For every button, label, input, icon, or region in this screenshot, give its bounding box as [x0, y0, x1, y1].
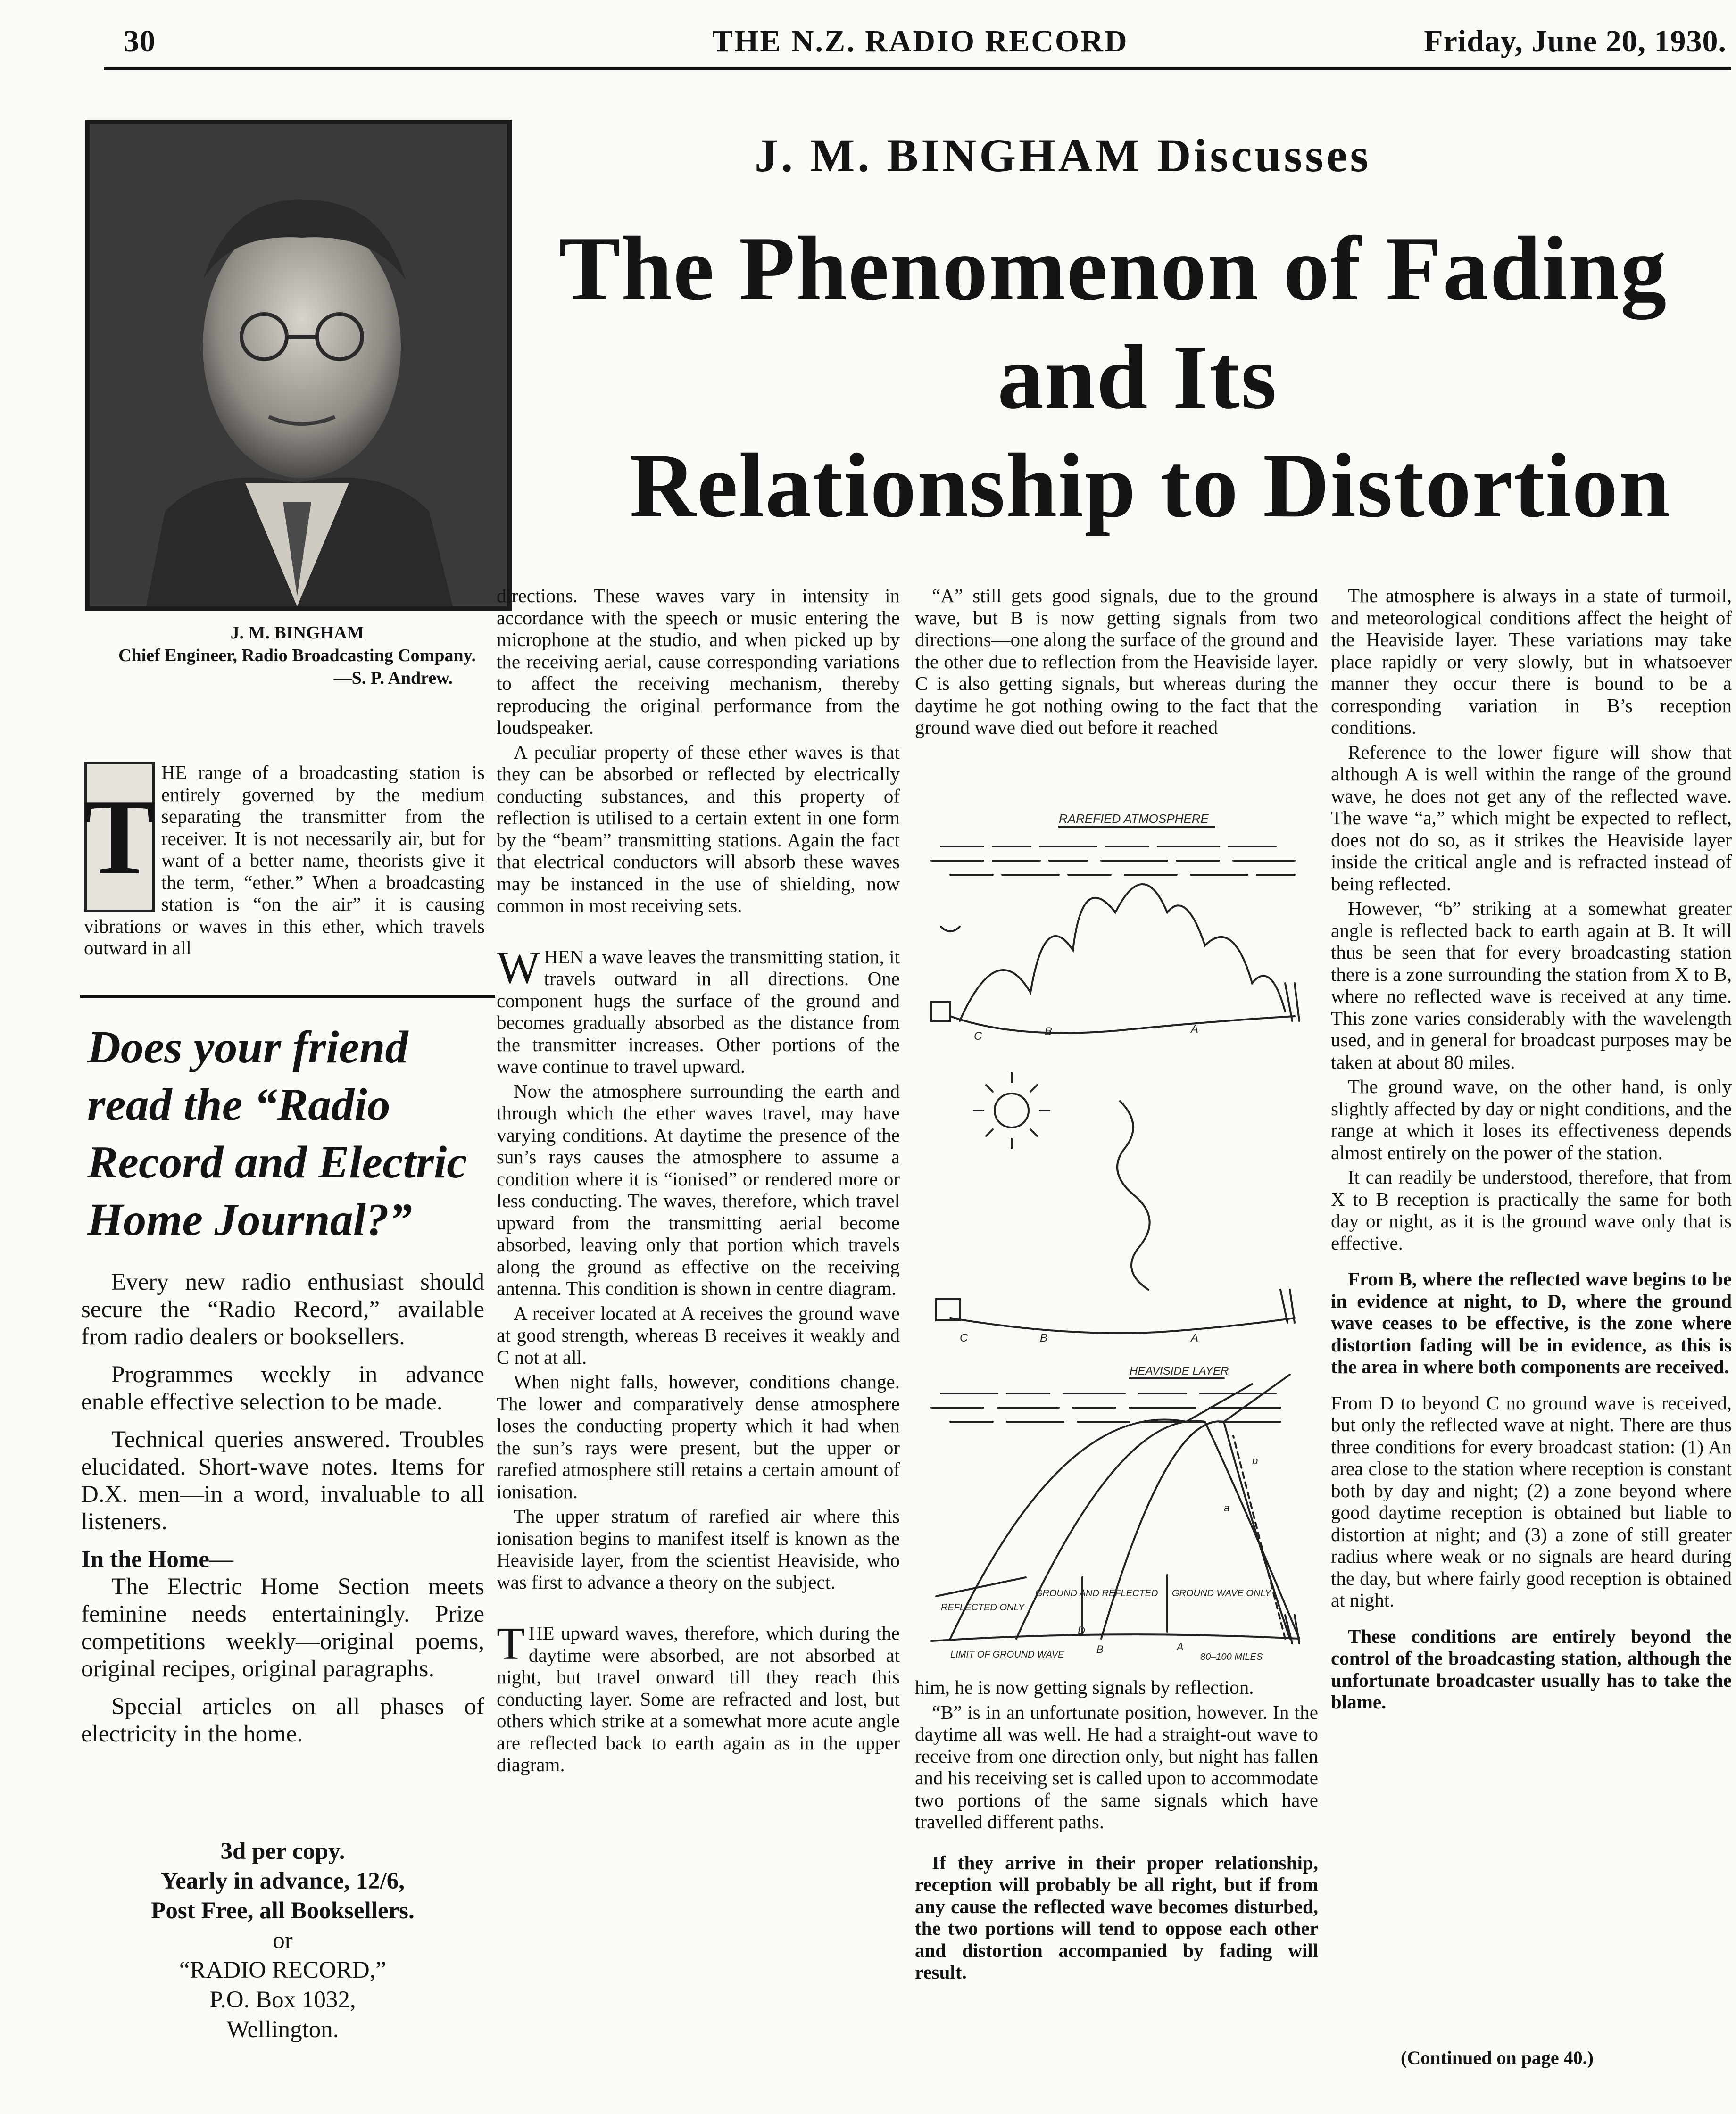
paragraph: directions. These waves vary in intensity in accordance with the speech or music entering the microphone at the studio, and when picked up by the receiving aerial, cause corresponding variations to affect the receiving mechanism, thereby reproducing the original performance from the loudspeaker.: [497, 585, 900, 738]
point-label: A: [1177, 1641, 1184, 1653]
ad-subscription-info: [81, 1837, 484, 2045]
paragraph: However, “b” striking at a somewhat greater angle is reflected back to earth again at B. It will thus be seen that for every broadcasting station there is a zone surrounding the station from X to B, where no reflected wave is received at any time. This zone varies considerably with the wavelength used, and in general for broadcast purposes may be taken at about 80 miles.: [1331, 897, 1732, 1073]
diagram-label-heaviside: HEAVISIDE LAYER: [1130, 1365, 1229, 1377]
paragraph: “B” is in an unfortunate position, however. In the daytime all was well. He had a straight-out wave to receive from one direction only, but night has fallen and his receiving set is called upon to accommodate two portions of the same signals which have travelled different paths.: [915, 1701, 1318, 1832]
caption-name: J. M. BINGHAM: [230, 623, 364, 643]
paragraph: A peculiar property of these ether waves is that they can be absorbed or reflected by electrically conducting substances, and this property of reflection is utilised to a certain extent in one form by the “beam” transmitting stations. Again the fact that electrical conductors will absorb these waves may be instanced in the use of shielding, now common in most receiving sets.: [497, 741, 900, 916]
paragraph: Now the atmosphere surrounding the earth and through which the ether waves travel, may have varying conditions. At daytime the presence of the sun’s rays causes the atmosphere to assume a condition where it is “ionised” or rendered more or less conducting. The waves, therefore, which travel upward from the transmitting aerial become absorbed, leaving only that portion which travels along the ground as effective on the receiving antenna. This condition is shown in centre diagram.: [497, 1080, 900, 1299]
article-column-4: [1331, 585, 1732, 1716]
article-lead: [84, 762, 485, 959]
ornamental-drop-cap: T: [84, 762, 155, 912]
sun-icon: [995, 1094, 1029, 1127]
station-building: [931, 1002, 950, 1021]
ad-yearly: Yearly in advance, 12/6,: [160, 1868, 405, 1894]
ad-address-1: “RADIO RECORD,”: [179, 1957, 387, 1983]
ad-paragraph: Technical queries answered. Troubles elucidated. Short-wave notes. Items for D.X. men—in a word, invaluable to all listeners.: [81, 1426, 484, 1535]
paragraph: Reference to the lower figure will show that although A is well within the range of the ground wave, he does not get any of the reflected wave. The wave “a,” which might be expected to reflect, does not do so, as it strikes the Heaviside layer inside the critical angle and is refracted instead of being reflected.: [1331, 741, 1732, 895]
paragraph: From D to beyond C no ground wave is received, but only the reflected wave at night. There are thus three conditions for every broadcast station: (1) An area close to the station where reception is constant both by day and night; (2) a zone beyond where good daytime reception is obtained but liable to distortion at night; and (3) a zone of still greater radius where weak or no signals are heard during the day, but where fairly good reception is obtained at night.: [1331, 1392, 1732, 1611]
refracted-wave: [1186, 1375, 1290, 1422]
ground-wave-dashed: [1233, 1436, 1285, 1639]
headline-kicker: J. M. BINGHAM Discusses: [755, 129, 1371, 182]
caption-title: Chief Engineer, Radio Broadcasting Company.: [118, 646, 476, 665]
ground-line: [950, 1016, 1295, 1033]
ad-or: or: [273, 1927, 293, 1954]
ad-paragraph: Programmes weekly in advance enable effective selection to be made.: [81, 1361, 484, 1415]
drop-cap: W: [497, 942, 540, 993]
lead-text: HE range of a broadcasting station is entirely governed by the medium separating the transmitter from the receiver. It is not necessarily air, but for want of a better name, theorists give it the term, “ether.” When a broadcasting station is “on the air” it is causing vibrations or waves in this ether, which travels outward in all: [84, 762, 485, 959]
paragraph: The atmosphere is always in a state of turmoil, and meteorological conditions affect the height of the Heaviside layer. These variations may take place rapidly or very slowly, but in whatsoever manner they occur there is bound to be a corresponding variation in B’s reception conditions.: [1331, 585, 1732, 738]
paragraph: When night falls, however, conditions change. The lower and comparatively dense atmosphere loses the conducting property which it had when the sun’s rays were present, but the upper or rarefied atmosphere still retains a certain amount of ionisation.: [497, 1371, 900, 1502]
headline-line-1: The Phenomenon of Fading: [559, 218, 1668, 320]
masthead-rule: [104, 67, 1731, 70]
publication-title: THE N.Z. RADIO RECORD: [712, 24, 1129, 58]
article-column-3-top: [915, 585, 1318, 741]
limit-label: LIMIT OF GROUND WAVE: [950, 1650, 1064, 1660]
portrait-caption: [90, 622, 505, 689]
zone-label-ground-and-reflected: GROUND AND REFLECTED: [1035, 1588, 1158, 1599]
headline-line-2: and Its: [997, 326, 1278, 428]
paragraph: The ground wave, on the other hand, is only slightly affected by day or night conditions, and the range at which it loses its effectiveness depends almost entirely on the power of the station.: [1331, 1076, 1732, 1163]
emphasis-paragraph: If they arrive in their proper relationship, reception will probably be all right, but if from any cause the reflected wave becomes disturbed, the two portions will tend to oppose each other and distortion accompanied by fading will result.: [915, 1851, 1318, 1983]
ad-body: [81, 1268, 484, 1758]
reflected-wave-b: [1016, 1421, 1299, 1639]
portrait-photo: [85, 120, 512, 611]
moon-icon: [941, 927, 960, 931]
point-label: A: [1191, 1023, 1199, 1036]
ad-top-rule: [80, 995, 495, 998]
continued-notice: (Continued on page 40.): [1401, 2047, 1594, 2068]
wave-label-b: b: [1252, 1455, 1258, 1467]
headline-line-3: Relationship to Distortion: [630, 435, 1671, 537]
point-label: A: [1191, 1332, 1199, 1344]
ad-post: Post Free, all Booksellers.: [151, 1898, 415, 1924]
ad-headline: Does your friend read the “Radio Record and Electric Home Journal?”: [87, 1022, 467, 1245]
paragraph: him, he is now getting signals by reflection.: [915, 1676, 1254, 1698]
ad-paragraph: The Electric Home Section meets feminine needs entertainingly. Prize competitions weekly—original poems, original recipes, original paragraphs.: [81, 1574, 484, 1682]
drop-cap: T: [497, 1618, 525, 1669]
ad-paragraph: Special articles on all phases of electricity in the home.: [81, 1693, 484, 1747]
ad-price: 3d per copy.: [220, 1838, 345, 1865]
photo-credit: —S. P. Andrew.: [333, 668, 453, 688]
paragraph: [497, 1618, 900, 1776]
ad-subheading: In the Home—: [81, 1546, 233, 1573]
point-label: B: [1040, 1332, 1048, 1344]
point-label: B: [1045, 1025, 1053, 1038]
point-label: C: [974, 1030, 982, 1043]
fading-diagram: [922, 795, 1313, 1667]
paragraph: “A” still gets good signals, due to the ground wave, but B is now getting signals from two directions—one along the surface of the ground and the other due to reflection from the Heaviside layer. C is also getting signals, but whereas during the daytime he got nothing owing to the fact that the ground wave died out before it reached: [915, 585, 1318, 738]
emphasis-paragraph: These conditions are entirely beyond the control of the broadcasting station, although the unfortunate broadcaster usually has to take the blame.: [1331, 1625, 1732, 1713]
issue-date: Friday, June 20, 1930.: [1424, 24, 1727, 58]
article-column-3-bottom: [915, 1676, 1318, 1986]
portrait-figure: [90, 124, 507, 606]
paragraph: It can readily be understood, therefore, that from X to B reception is practically the same for both day or night, as it is the ground wave only that is effective.: [1331, 1166, 1732, 1254]
point-label-d: D: [1078, 1625, 1085, 1636]
paragraph: [497, 942, 900, 1078]
emphasis-paragraph: From B, where the reflected wave begins to be in evidence at night, to D, where the ground wave ceases to be effective, is the zone where distortion fading will be in evidence, as this is the area in where both components are received.: [1331, 1268, 1732, 1377]
point-label: C: [960, 1332, 968, 1344]
wave-label-a: a: [1224, 1502, 1230, 1514]
ground-line: [931, 1634, 1299, 1641]
article-column-2: [497, 585, 900, 1779]
zone-label-ground-wave-only: GROUND WAVE ONLY: [1172, 1588, 1271, 1599]
miles-label: 80–100 MILES: [1200, 1652, 1263, 1662]
paragraph-text: HEN a wave leaves the transmitting station, it travels outward in all directions. One component hugs the surface of the ground and becomes gradually absorbed as the distance from the transmitter increases. Other portions of the wave continue to travel upward.: [497, 945, 900, 1077]
zone-label-reflected-only: REFLECTED ONLY: [941, 1602, 1025, 1613]
reflected-wave-path: [960, 884, 1285, 1021]
receiving-aerial: [1285, 983, 1299, 1021]
page-number: 30: [124, 24, 156, 58]
paragraph: A receiver located at A receives the ground wave at good strength, whereas B receives it weakly and C not at all.: [497, 1302, 900, 1368]
ad-address-3: Wellington.: [226, 2016, 339, 2043]
station-building: [936, 1299, 960, 1320]
paragraph: The upper stratum of rarefied air where this ionisation begins to manifest itself is known as the Heaviside layer, from the scientist Heaviside, who was first to advance a theory on the subject.: [497, 1505, 900, 1593]
point-label: B: [1096, 1643, 1104, 1655]
absorbed-wave-path: [1117, 1101, 1150, 1290]
ad-paragraph: Every new radio enthusiast should secure the “Radio Record,” available from radio dealers or booksellers.: [81, 1269, 484, 1350]
paragraph-text: HE upward waves, therefore, which during the daytime were absorbed, are not absorbed at night, but travel onward till they reach this conducting layer. Some are refracted and lost, but others which strike at a somewhat more acute angle are reflected back to earth again as in the upper diagram.: [497, 1622, 900, 1775]
ad-address-2: P.O. Box 1032,: [209, 1987, 356, 2013]
ground-line: [950, 1318, 1295, 1333]
sun-rays: [974, 1073, 1049, 1148]
diagram-label-rarefied: RAREFIED ATMOSPHERE: [1059, 812, 1209, 826]
